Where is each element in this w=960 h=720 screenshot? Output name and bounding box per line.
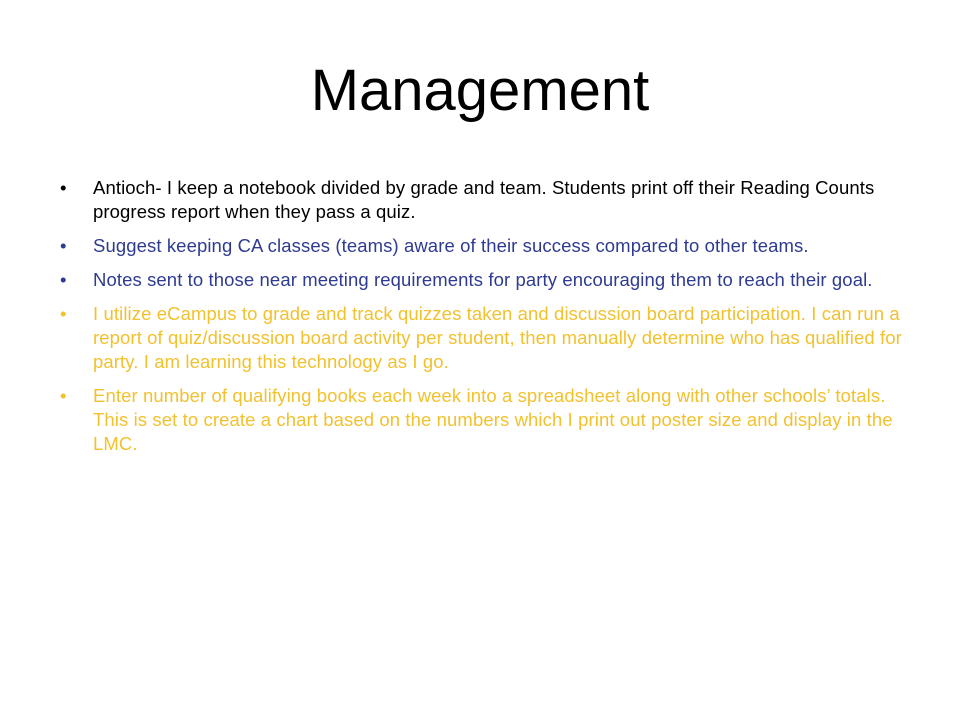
- bullet-item: [60, 302, 920, 374]
- bullet-item: [60, 176, 920, 224]
- bullet-icon: •: [60, 303, 67, 324]
- bullet-list: [60, 176, 920, 466]
- bullet-icon: •: [60, 177, 67, 198]
- bullet-item: [60, 234, 920, 258]
- slide-title: Management: [310, 58, 650, 123]
- bullet-text: Notes sent to those near meeting requirements for party encouraging them to reach their goal.: [93, 269, 873, 290]
- bullet-text: I utilize eCampus to grade and track quizzes taken and discussion board participation. I can run a report of quiz/discussion board activity per student, then manually determine who has qualified for party. I am learning this technology as I go.: [93, 303, 902, 372]
- bullet-item: [60, 384, 920, 456]
- bullet-text: Antioch- I keep a notebook divided by grade and team. Students print off their Reading Counts progress report when they pass a quiz.: [93, 177, 875, 222]
- bullet-icon: •: [60, 235, 67, 256]
- bullet-icon: •: [60, 385, 67, 406]
- bullet-item: [60, 268, 920, 292]
- bullet-icon: •: [60, 269, 67, 290]
- bullet-text: Suggest keeping CA classes (teams) aware of their success compared to other teams.: [93, 235, 809, 256]
- bullet-text: Enter number of qualifying books each week into a spreadsheet along with other schools’ totals. This is set to create a chart based on the numbers which I print out poster size and display in the LMC.: [93, 385, 893, 454]
